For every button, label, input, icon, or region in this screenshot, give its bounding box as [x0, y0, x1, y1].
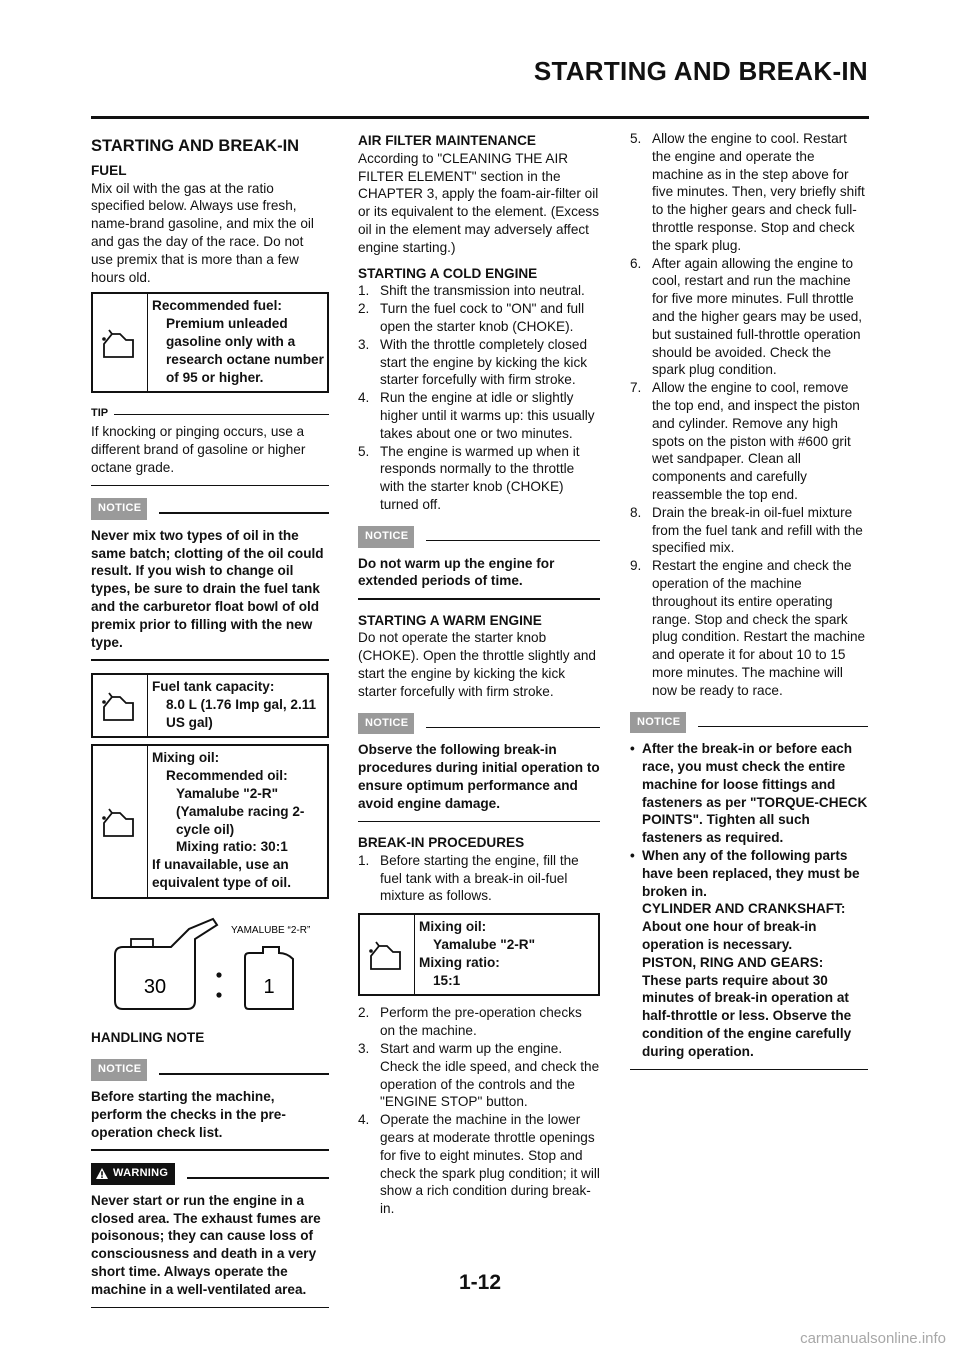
- notice-header: [358, 526, 600, 548]
- spec-box-fuel-tank: [91, 673, 329, 738]
- notice-badge: NOTICE: [358, 713, 414, 735]
- cold-start-steps: [358, 282, 600, 513]
- watermark: carmanualsonline.info: [800, 1330, 946, 1347]
- notice-bullets: [630, 740, 868, 1060]
- header-rule: [91, 116, 869, 119]
- piston-text: These parts require about 30 minutes of break-in operation at half-throttle or less. Observe the condition of the engine carefully during operation.: [642, 972, 852, 1059]
- fuel-heading: FUEL: [91, 162, 127, 178]
- oil-can-icon: [93, 675, 148, 736]
- spec-oil: Yamalube "2-R" (Yamalube racing 2-cycle oil): [176, 785, 305, 837]
- notice-badge: NOTICE: [91, 1059, 147, 1081]
- list-item: 4. Operate the machine in the lower gears at moderate throttle openings for five to eight minutes. Stop and check the spark plug condition; it will show a rich condition during break-in.: [358, 1112, 600, 1217]
- notice-text-warmup: Do not warm up the engine for extended periods of time.: [358, 555, 555, 589]
- notice-text-precheck: Before starting the machine, perform the checks in the pre-operation check list.: [91, 1089, 286, 1140]
- list-item: 9. Restart the engine and check the operation of the machine throughout its entire operating range. Stop and check the spark plug condition. Restart the machine and operate it for about 10 to 15 more minutes. The machine will now be ready to race.: [630, 558, 866, 698]
- notice-end-rule: [358, 598, 600, 600]
- oil-can-icon: [93, 294, 148, 391]
- cyl-text: About one hour of break-in operation is necessary.: [642, 919, 817, 953]
- notice-badge: NOTICE: [630, 712, 686, 734]
- column-2: [358, 130, 600, 1218]
- spec-sub-label: Recommended oil:: [166, 768, 288, 784]
- breakin-steps-continued: [630, 130, 868, 700]
- spec-box-mixing-oil: [91, 744, 329, 898]
- column-1: [91, 130, 329, 1320]
- notice-header: [91, 498, 329, 520]
- spec-label: Fuel tank capacity:: [152, 678, 275, 694]
- spec-ratio: 15:1: [433, 972, 461, 988]
- piston-heading: PISTON, RING AND GEARS:: [642, 954, 824, 970]
- tip-text: If knocking or pinging occurs, use a different brand of gasoline or higher octane grade.: [91, 424, 306, 475]
- notice-end-rule: [358, 821, 600, 823]
- mixing-ratio-illustration: [91, 909, 329, 1024]
- notice-badge: NOTICE: [91, 498, 147, 520]
- oil-can-icon: [93, 746, 148, 896]
- gas-ratio-label: 30: [143, 975, 167, 998]
- spec-ratio: Mixing ratio: 30:1: [176, 839, 288, 855]
- list-item: 5. The engine is warmed up when it responds normally to the throttle with the starter knob (CHOKE) turned off.: [358, 443, 580, 512]
- spec-value: 8.0 L (1.76 Imp gal, 2.11 US gal): [166, 696, 317, 730]
- handling-heading: HANDLING NOTE: [91, 1030, 205, 1046]
- notice-text-oil: Never mix two types of oil in the same batch; clotting of the oil could result. If you wish to change oil types, be sure to drain the fuel tank and the carburetor float bowl of old premix prior to filling with the new type.: [91, 527, 324, 650]
- air-filter-text: According to "CLEANING THE AIR FILTER ELEMENT" section in the CHAPTER 3, apply the foam-air-filter oil or its equivalent to the element. (Excess oil in the element may adversely affect engine starting.): [358, 150, 600, 255]
- notice-header: [358, 713, 600, 735]
- warning-text: Never start or run the engine in a closed area. The exhaust fumes are poisonous; they can cause loss of consciousness and death in a very short time. Always operate the machine in a well-ventilated area.: [91, 1192, 321, 1297]
- list-item: • After the break-in or before each race, you must check the entire machine for loose fittings and fasteners as per "TORQUE-CHECK POINTS". Tighten all such fasteners as required.: [630, 741, 868, 846]
- warning-label: WARNING: [113, 1166, 169, 1179]
- spec-label: Mixing oil:: [152, 750, 220, 766]
- warning-end-rule: [91, 1307, 329, 1309]
- column-3: [630, 130, 868, 1082]
- breakin-heading: BREAK-IN PROCEDURES: [358, 835, 525, 851]
- spec-box-recommended-fuel: [91, 292, 329, 393]
- list-item: 8. Drain the break-in oil-fuel mixture from the fuel tank and refill with the specified mix.: [630, 504, 863, 556]
- list-item: 1. Before starting the engine, fill the fuel tank with a break-in oil-fuel mixture as follows.: [358, 852, 579, 904]
- list-item: 3. With the throttle completely closed start the engine by kicking the kick starter forcefully with firm stroke.: [358, 336, 588, 388]
- oil-ratio-label: 1: [263, 975, 275, 998]
- warning-header: [91, 1163, 329, 1185]
- spec-oil: Yamalube "2-R": [433, 937, 536, 953]
- list-item: 7. Allow the engine to cool, remove the top end, and inspect the piston and cylinder. Remove any high spots on the piston with #600 grit wet sandpaper. Clean all components and carefully reassemble the top end.: [630, 380, 860, 502]
- spec-value: Premium unleaded gasoline only with a research octane number of 95 or higher.: [166, 316, 324, 385]
- spec-label: Mixing oil:: [419, 919, 487, 935]
- notice-badge: NOTICE: [358, 526, 414, 548]
- spec-alt: If unavailable, use an equivalent type of oil.: [152, 857, 291, 890]
- list-item: 4. Run the engine at idle or slightly higher until it warms up: this usually takes about one or two minutes.: [358, 390, 595, 441]
- tip-label: TIP: [91, 407, 109, 420]
- list-item: 6. After again allowing the engine to cool, restart and run the machine for five more minutes. Full throttle and the higher gears may be used, but sustained full-throttle operation should be avoided. Check the spark plug condition.: [630, 255, 863, 378]
- notice-end-rule: [91, 659, 329, 661]
- breakin-steps: [358, 1004, 600, 1218]
- cyl-heading: CYLINDER AND CRANKSHAFT:: [642, 901, 846, 917]
- notice-text-breakin: Observe the following break-in procedures during initial operation to ensure optimum performance and avoid engine damage.: [358, 742, 600, 811]
- spec-ratio-label: Mixing ratio:: [419, 954, 500, 970]
- cold-start-heading: STARTING A COLD ENGINE: [358, 265, 538, 281]
- list-item: 2. Perform the pre-operation checks on the machine.: [358, 1005, 582, 1039]
- notice-header: [630, 712, 868, 734]
- list-item: 1. Shift the transmission into neutral.: [358, 283, 585, 299]
- spec-label: Recommended fuel:: [152, 298, 282, 314]
- list-item: 5. Allow the engine to cool. Restart the engine and operate the machine as in the step above for five minutes. Then, very briefly shift to the higher gears and check full-throttle response. Stop and check the spark plug.: [630, 131, 865, 253]
- product-label: YAMALUBE “2-R”: [231, 924, 311, 936]
- fuel-text: Mix oil with the gas at the ratio specified below. Always use fresh, name-brand gasoline, and mix the oil and gas the day of the race. Do not use premix that is more than a few hours old.: [91, 180, 314, 285]
- section-title: STARTING AND BREAK-IN: [91, 137, 300, 155]
- warning-badge: [91, 1163, 175, 1185]
- breakin-steps-start: [358, 852, 600, 905]
- warm-start-heading: STARTING A WARM ENGINE: [358, 612, 542, 628]
- spec-box-breakin-mix: [358, 913, 600, 996]
- page-number: 1-12: [458, 1271, 502, 1294]
- air-filter-heading: AIR FILTER MAINTENANCE: [358, 133, 536, 148]
- tip-end-rule: [91, 485, 329, 487]
- warm-start-text: Do not operate the starter knob (CHOKE). Open the throttle slightly and start the engine by kicking the kick starter forcefully with firm stroke.: [358, 630, 596, 699]
- notice-end-rule: [91, 1149, 329, 1151]
- warning-triangle-icon: [95, 1167, 109, 1180]
- list-item: 3. Start and warm up the engine. Check the idle speed, and check the operation of the controls and the "ENGINE STOP" button.: [358, 1041, 600, 1110]
- page-header-title: STARTING AND BREAK-IN: [533, 56, 868, 86]
- notice-end-rule: [630, 1069, 868, 1071]
- list-item: 2. Turn the fuel cock to "ON" and full open the starter knob (CHOKE).: [358, 301, 585, 334]
- list-item: • When any of the following parts have been replaced, they must be broken in. CYLINDER AND CRANKSHAFT: About one hour of break-in operation is necessary. PISTON, RING AND GEARS: These parts require about 30 minutes of break-in operation at half-throttle or less. Observe the condition of the engine carefully during operation.: [630, 847, 868, 1061]
- notice-header: [91, 1059, 329, 1081]
- tip-header: [91, 405, 329, 423]
- oil-can-icon: [360, 915, 415, 994]
